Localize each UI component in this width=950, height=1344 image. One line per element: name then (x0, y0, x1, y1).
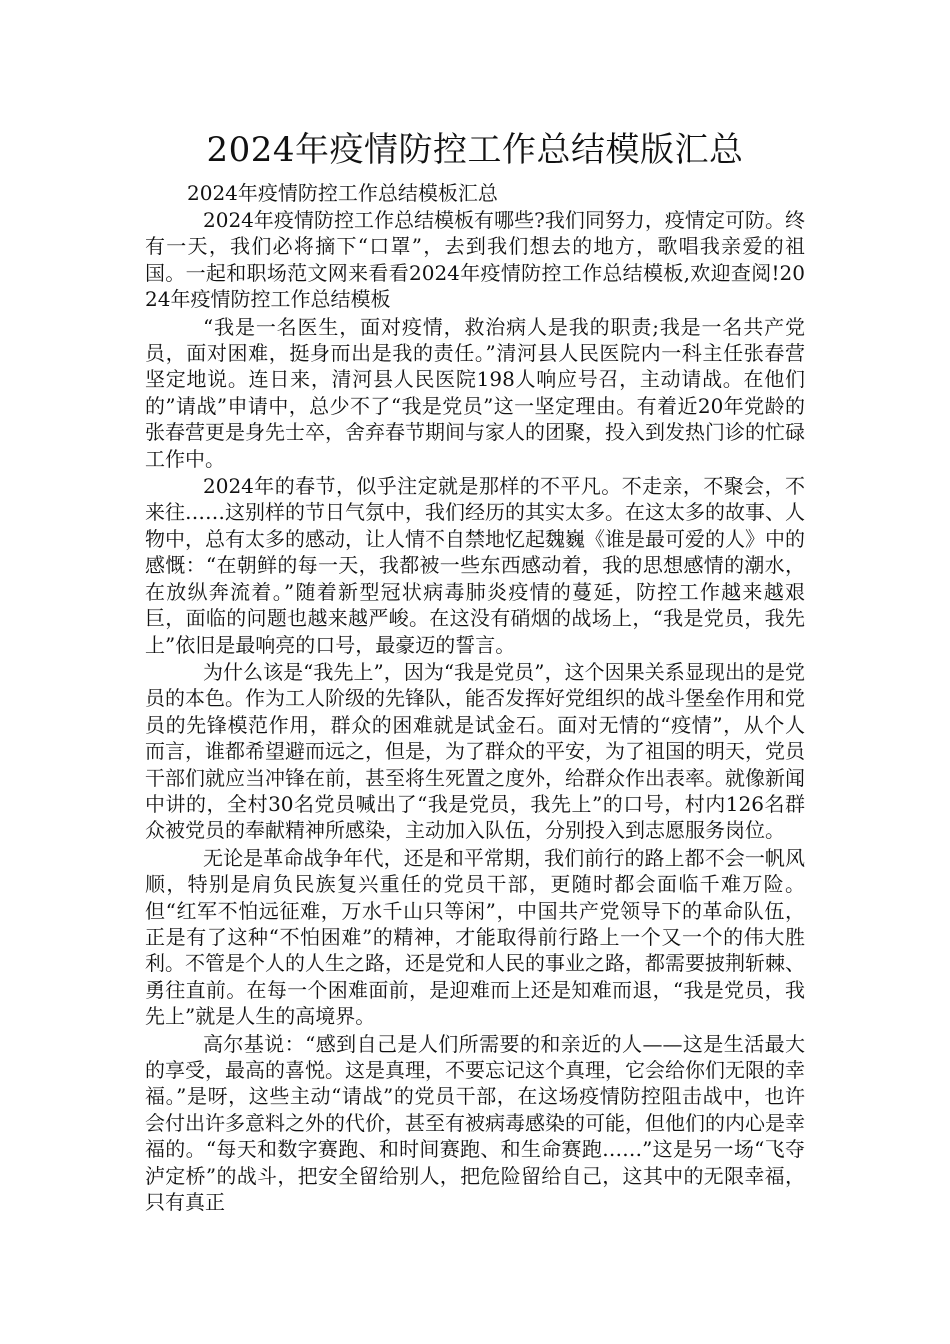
paragraph-doctor-quote: “我是一名医生，面对疫情，救治病人是我的职责;我是一名共产党员，面对困难，挺身而出是我的责任。”清河县人民医院内一科主任张春营坚定地说。连日来，清河县人民医院198人响应号召，主动请战。在他们的”请战”申请中，总少不了“我是党员”这一坚定理由。有着近20年党龄的张春营更是身先士卒，舍弃春节期间与家人的团聚，投入到发热门诊的忙碌工作中。 (145, 314, 805, 471)
document-page (145, 128, 805, 1215)
paragraph-why-first: 为什么该是“我先上”，因为“我是党员”，这个因果关系显现出的是党员的本色。作为工人阶级的先锋队，能否发挥好党组织的战斗堡垒作用和党员的先锋模范作用，群众的困难就是试金石。面对无情的“疫情”，从个人而言，谁都希望避而远之，但是，为了群众的平安，为了祖国的明天，党员干部们就应当冲锋在前，甚至将生死置之度外，给群众作出表率。就像新闻中讲的，全村30名党员喊出了“我是党员，我先上”的口号，村内126名群众被党员的奉献精神所感染，主动加入队伍，分别投入到志愿服务岗位。 (145, 659, 805, 843)
document-subtitle: 2024年疫情防控工作总结模板汇总 (187, 181, 498, 205)
paragraph-revolution: 无论是革命战争年代，还是和平常期，我们前行的路上都不会一帆风顺，特别是肩负民族复兴重任的党员干部，更随时都会面临千难万险。但“红军不怕远征难，万水千山只等闲”，中国共产党领导下的革命队伍，正是有了这种“不怕困难”的精神，才能取得前行路上一个又一个的伟大胜利。不管是个人的人生之路，还是党和人民的事业之路，都需要披荆斩棘、勇往直前。在每一个困难面前，是迎难而上还是知难而退，“我是党员，我先上”就是人生的高境界。 (145, 845, 805, 1029)
paragraph-gorky: 高尔基说：“感到自己是人们所需要的和亲近的人——这是生活最大的享受，最高的喜悦。这是真理，不要忘记这个真理，它会给你们无限的幸福。”是呀，这些主动“请战”的党员干部，在这场疫情防控阻击战中，也许会付出许多意料之外的代价，甚至有被病毒感染的可能，但他们的内心是幸福的。“每天和数字赛跑、和时间赛跑、和生命赛跑……”这是另一场“飞夺泸定桥”的战斗，把安全留给别人，把危险留给自己，这其中的无限幸福，只有真正 (145, 1031, 805, 1215)
document-title: 2024年疫情防控工作总结模版汇总 (206, 130, 744, 170)
paragraph-spring-festival: 2024年的春节，似乎注定就是那样的不平凡。不走亲，不聚会，不来往……这别样的节日气氛中，我们经历的其实太多。在这太多的故事、人物中，总有太多的感动，让人情不自禁地忆起魏巍《谁是最可爱的人》中的感慨：“在朝鲜的每一天，我都被一些东西感动着，我的思想感情的潮水，在放纵奔流着。”随着新型冠状病毒肺炎疫情的蔓延，防控工作越来越艰巨，面临的问题也越来越严峻。在这没有硝烟的战场上，“我是党员，我先上”依旧是最响亮的口号，最豪迈的誓言。 (145, 474, 805, 657)
paragraph-intro: 2024年疫情防控工作总结模板有哪些?我们同努力，疫情定可防。终有一天，我们必将摘下“口罩”，去到我们想去的地方，歌唱我亲爱的祖国。一起和职场范文网来看看2024年疫情防控工作总结模板,欢迎查阅!2024年疫情防控工作总结模板 (145, 208, 805, 312)
